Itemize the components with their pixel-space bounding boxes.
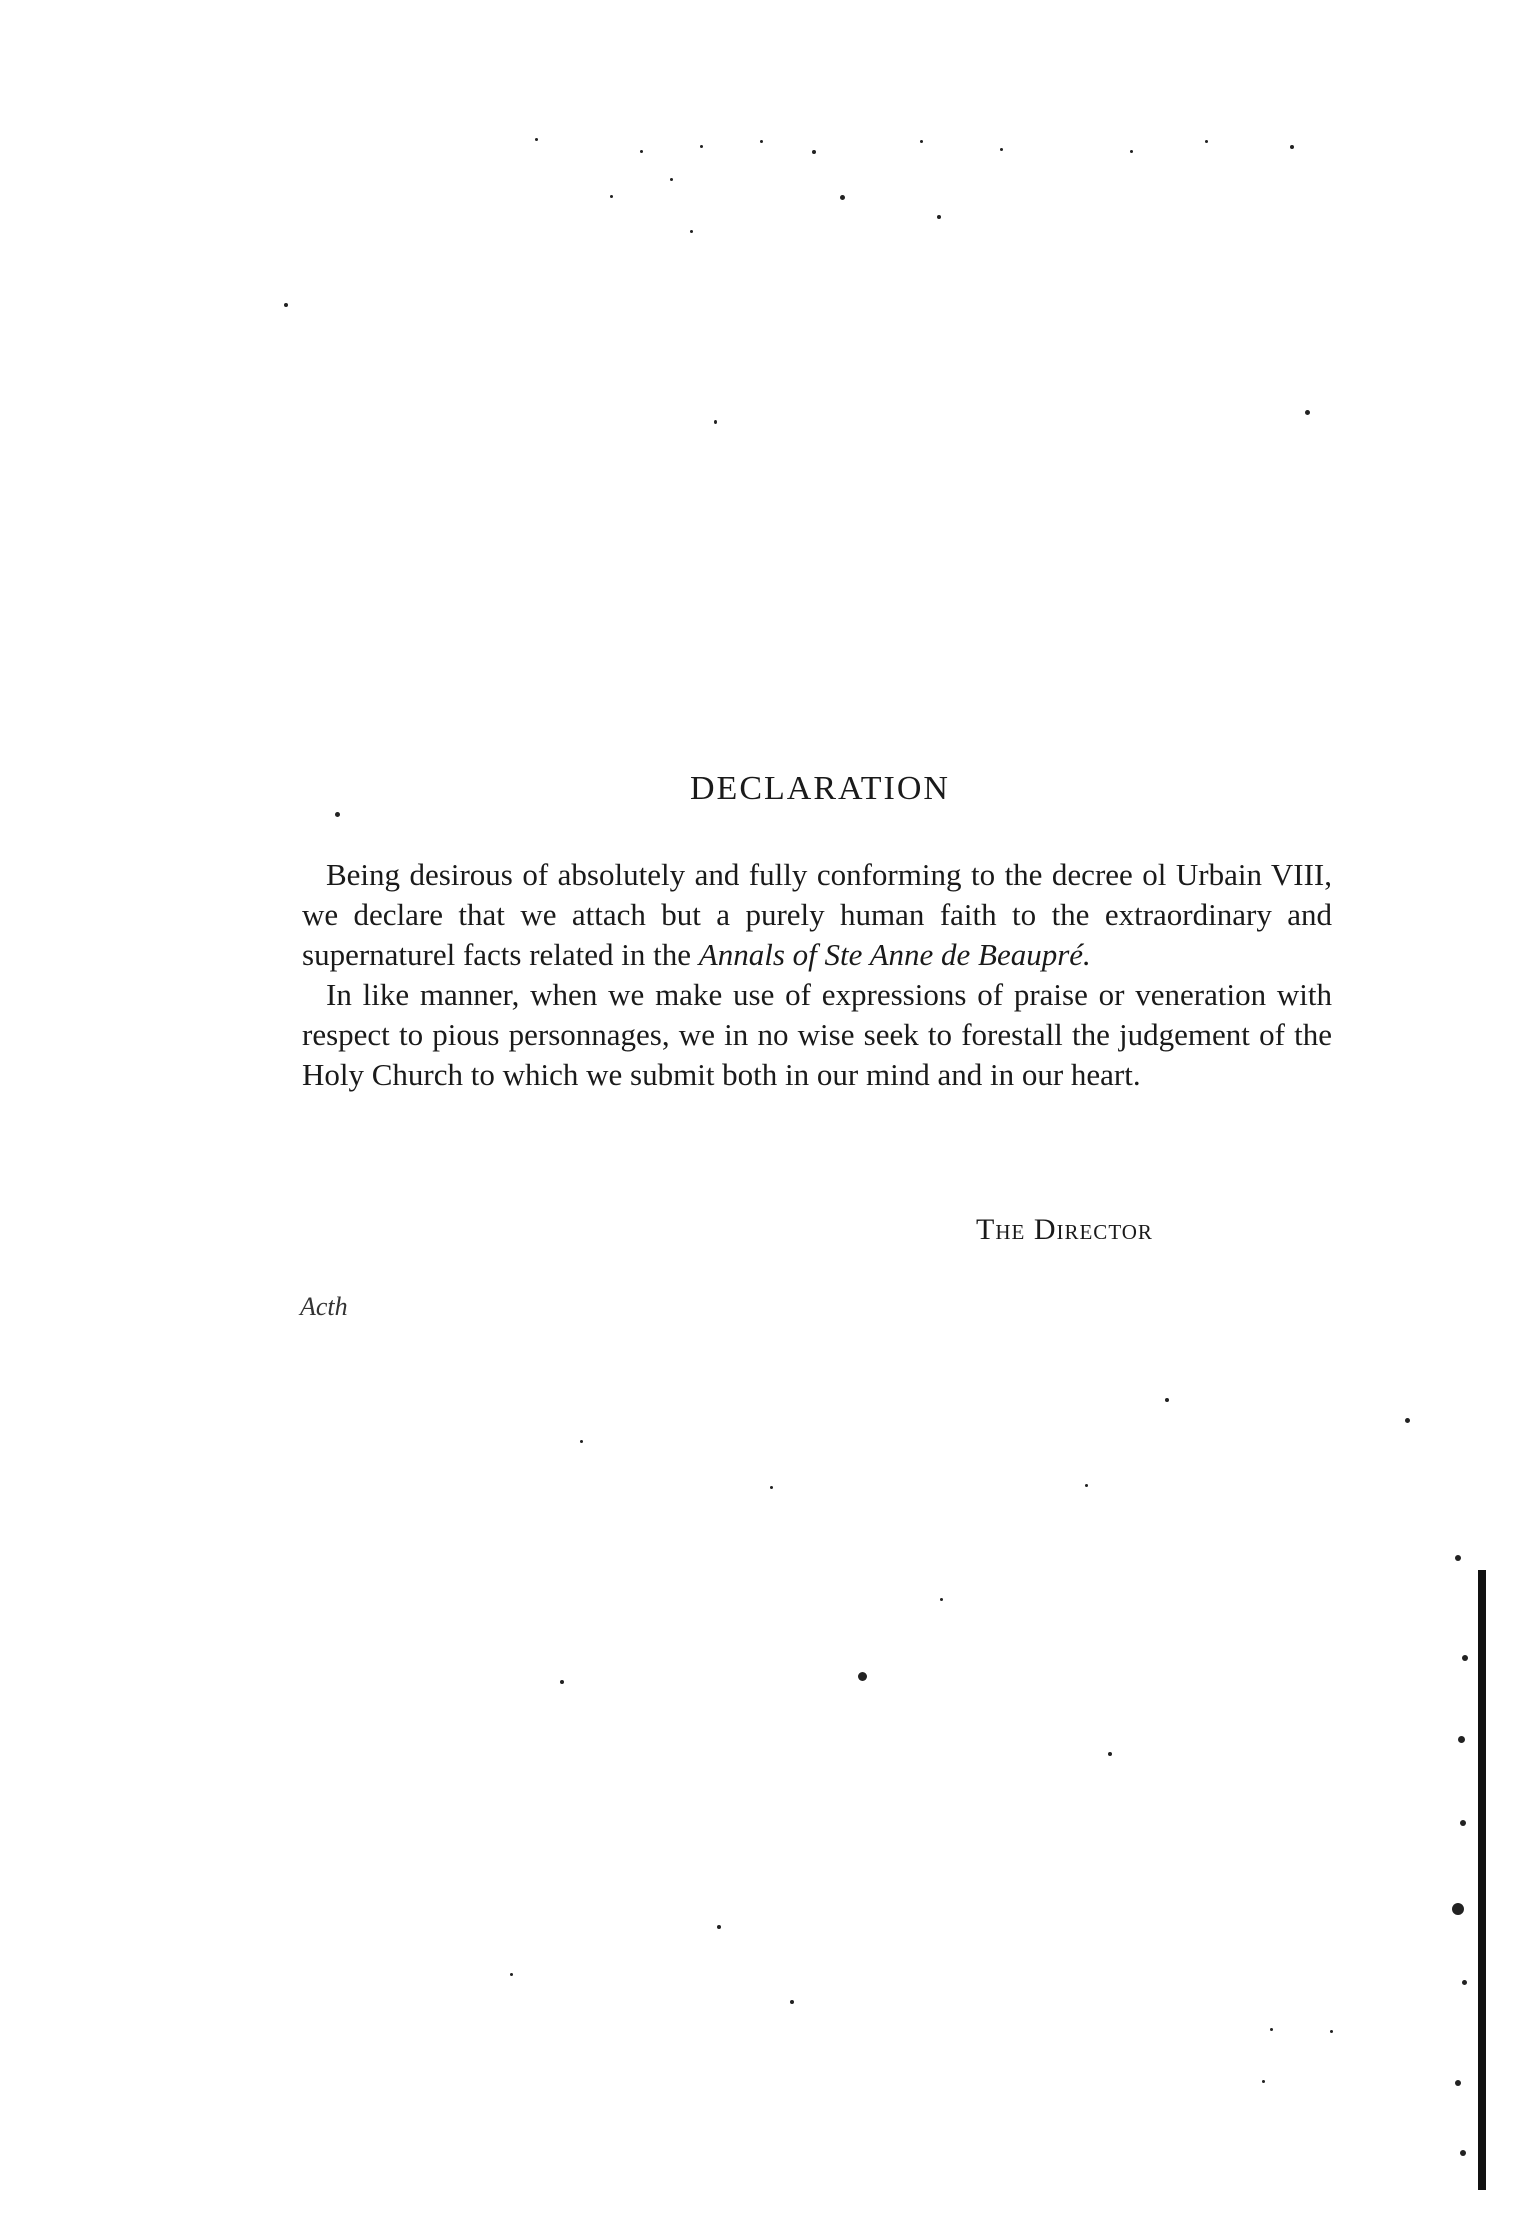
- scan-speck: [1405, 1418, 1410, 1423]
- paragraph-second: In like manner, when we make use of expressions of praise or veneration with respect to pious personnages, we in no wise seek to forestall the judgement of the Holy Church to which we submit both in our mind and in our heart.: [302, 977, 1332, 1092]
- scan-speck: [1460, 1820, 1466, 1826]
- scan-speck: [840, 195, 845, 200]
- scan-speck: [717, 1925, 721, 1929]
- scan-speck: [610, 195, 613, 198]
- scan-speck: [812, 150, 816, 154]
- scan-speck: [940, 1598, 943, 1601]
- scan-speck: [1455, 1555, 1461, 1561]
- scan-speck: [1270, 2028, 1273, 2031]
- scan-speck: [1460, 2150, 1466, 2156]
- scan-speck: [1330, 2030, 1333, 2033]
- page-title: DECLARATION: [690, 770, 950, 807]
- scan-speck: [1458, 1736, 1465, 1743]
- scan-speck: [1462, 1655, 1468, 1661]
- scan-speck: [1205, 140, 1208, 143]
- scan-speck: [335, 812, 340, 817]
- scan-speck: [770, 1486, 773, 1489]
- scan-speck: [690, 230, 693, 233]
- scan-speck: [580, 1440, 583, 1443]
- scan-speck: [1085, 1484, 1088, 1487]
- scan-speck: [560, 1680, 564, 1684]
- scan-speck: [1108, 1752, 1112, 1756]
- scan-speck: [535, 138, 538, 141]
- paragraph-first: [302, 855, 1332, 975]
- scan-speck: [510, 1973, 513, 1976]
- scan-speck: [1262, 2080, 1265, 2083]
- scan-speck: [1455, 2080, 1461, 2086]
- scan-speck: [920, 140, 923, 143]
- scan-speck: [1452, 1903, 1464, 1915]
- scan-speck: [1165, 1398, 1169, 1402]
- scan-speck: [1462, 1980, 1467, 1985]
- scan-speck: [714, 420, 717, 424]
- scan-edge-strip: [1478, 1570, 1486, 2190]
- scan-speck: [640, 150, 643, 153]
- scan-speck: [937, 215, 941, 219]
- scan-speck: [1305, 410, 1310, 415]
- paragraph-first-text: Being desirous of absolutely and fully conforming to the decree ol Urbain VIII, we declare that we attach but a purely human faith to the extraordinary and supernaturel facts related in the: [302, 857, 1332, 972]
- scan-speck: [700, 145, 703, 148]
- scan-speck: [670, 178, 673, 181]
- handwritten-scribble: Acth: [300, 1292, 348, 1321]
- scan-speck: [790, 2000, 794, 2004]
- signature: The Director: [976, 1213, 1153, 1246]
- scan-speck: [1000, 148, 1003, 151]
- declaration-body: [302, 855, 1332, 1095]
- scan-speck: [1130, 150, 1133, 153]
- scan-speck: [284, 303, 288, 307]
- scan-speck: [760, 140, 763, 143]
- scan-speck: [1290, 145, 1294, 149]
- annals-title: Annals of Ste Anne de Beaupré.: [698, 937, 1091, 972]
- scan-speck: [858, 1672, 867, 1681]
